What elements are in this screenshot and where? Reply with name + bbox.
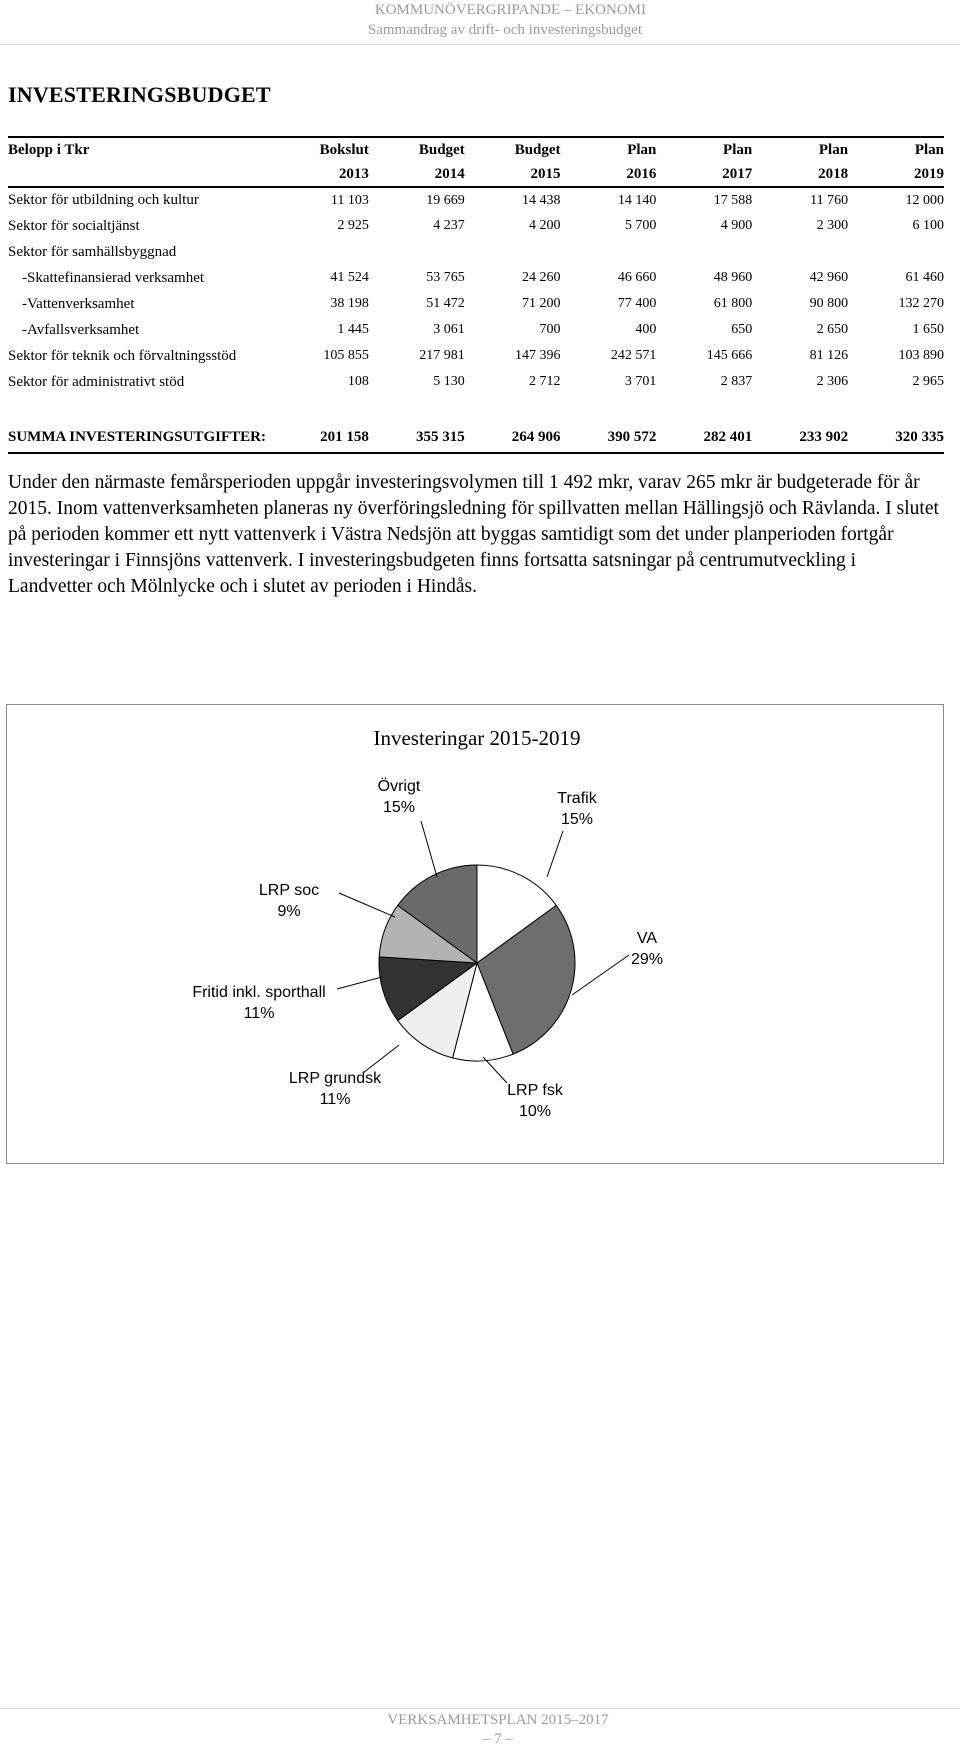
cell-value: 71 200 <box>522 296 561 311</box>
slice-name-label: LRP soc <box>258 882 320 899</box>
table-row <box>8 239 944 265</box>
slice-name-label: LRP fsk <box>507 1082 563 1099</box>
slice-name-label: Trafik <box>557 790 597 807</box>
table-row <box>8 265 944 291</box>
slice-percent-label: 9% <box>277 903 301 920</box>
sum-value: 233 902 <box>799 429 849 445</box>
cell-value: 48 960 <box>713 270 753 285</box>
cell-value: 17 588 <box>713 192 753 208</box>
cell-value: 700 <box>539 322 561 337</box>
cell-value: 2 837 <box>720 374 753 389</box>
cell-value <box>273 239 369 265</box>
cell-value: 2 306 <box>816 374 849 389</box>
cell-value: 4 900 <box>720 218 753 233</box>
cell-value: 12 000 <box>905 192 944 208</box>
chart-title: Investeringar 2015-2019 <box>373 726 581 750</box>
header-subtitle: Sammandrag av drift- och investeringsbudget <box>367 22 642 38</box>
sum-value: 320 335 <box>895 429 944 445</box>
cell-value: 400 <box>635 322 657 337</box>
table-year-row <box>8 163 944 187</box>
year-cell: 2013 <box>338 166 369 182</box>
cell-value: 53 765 <box>426 270 465 285</box>
cell-value <box>656 239 752 265</box>
pie-slices <box>379 865 575 1061</box>
row-label: Sektor för utbildning och kultur <box>8 192 199 208</box>
pie-chart-container <box>6 704 944 1164</box>
table-row <box>8 317 944 343</box>
cell-value: 5 700 <box>624 218 657 233</box>
row-label: -Skattefinansierad verksamhet <box>22 269 205 286</box>
sum-value: 264 906 <box>511 429 561 445</box>
header-cell: Budget <box>514 142 561 158</box>
year-cell: 2014 <box>434 166 465 182</box>
year-cell: 2015 <box>530 166 561 182</box>
slice-percent-label: 11% <box>319 1091 351 1108</box>
cell-value: 11 760 <box>810 192 849 208</box>
header-cell: Belopp i Tkr <box>8 142 90 158</box>
leader-line <box>339 893 395 917</box>
cell-value <box>369 239 465 265</box>
footer-title: VERKSAMHETSPLAN 2015–2017 <box>387 1712 609 1728</box>
cell-value: 1 650 <box>912 322 944 337</box>
sum-value: 282 401 <box>703 429 753 445</box>
cell-value: 51 472 <box>426 296 465 311</box>
table-row <box>8 343 944 369</box>
table-spacer <box>8 395 944 423</box>
cell-value: 42 960 <box>809 270 849 285</box>
table-header-row <box>8 137 944 163</box>
cell-value: 650 <box>731 322 753 337</box>
investment-budget-table <box>8 136 944 454</box>
slice-name-label: Övrigt <box>377 778 421 795</box>
sum-label: SUMMA INVESTERINGSUTGIFTER: <box>8 429 266 445</box>
leader-line <box>547 831 563 877</box>
cell-value: 105 855 <box>323 348 369 363</box>
cell-value: 14 438 <box>522 192 561 208</box>
cell-value: 4 237 <box>433 218 465 233</box>
cell-value <box>561 239 657 265</box>
table-row <box>8 291 944 317</box>
header-cell: Plan <box>627 142 657 158</box>
slice-percent-label: 29% <box>630 951 664 968</box>
cell-value: 2 650 <box>816 322 849 337</box>
table-row <box>8 369 944 395</box>
cell-value: 38 198 <box>330 296 369 311</box>
cell-value: 242 571 <box>610 348 657 363</box>
slice-percent-label: 15% <box>560 811 594 828</box>
table-sum-row <box>8 423 944 453</box>
slice-percent-label: 10% <box>518 1103 552 1120</box>
slice-name-label: VA <box>636 930 658 947</box>
header-cell <box>8 163 273 187</box>
pie-chart <box>7 705 943 1163</box>
section-title: INVESTERINGSBUDGET <box>8 82 271 107</box>
sum-value: 390 572 <box>607 429 657 445</box>
body-paragraph: Under den närmaste femårsperioden uppgår investeringsvolymen till 1 492 mkr, varav 265 mkr är budgeterade för år 2015. Inom vattenverksamheten planeras ny överföringsledning för spillvatten mellan Hällingsjö och Rävlanda. I slutet på perioden kommer ett nytt vattenverk i Västra Nedsjön att byggas samtidigt som det under planperioden fortgår investeringar i Finnsjöns vattenverk. I investeringsbudgeten finns fortsatta satsningar på centrumutveckling i Landvetter och Mölnlycke och i slutet av perioden i Hindås. <box>8 472 939 597</box>
cell-value: 14 140 <box>617 192 657 208</box>
header-cell: Plan <box>818 142 849 158</box>
cell-value: 81 126 <box>809 348 849 363</box>
year-cell: 2018 <box>818 166 849 182</box>
header-cell: Plan <box>914 142 944 158</box>
cell-value: 147 396 <box>515 348 561 363</box>
cell-value: 132 270 <box>898 296 944 311</box>
cell-value: 2 712 <box>529 374 561 389</box>
header-cell: Budget <box>418 142 465 158</box>
cell-value: 41 524 <box>330 270 369 285</box>
page-number: – 7 – <box>483 1731 513 1747</box>
leader-line <box>363 1045 399 1073</box>
sum-value: 201 158 <box>320 429 369 445</box>
year-cell: 2019 <box>914 166 944 182</box>
row-label: Sektor för administrativt stöd <box>8 373 185 390</box>
cell-value: 90 800 <box>809 296 849 311</box>
slice-percent-label: 11% <box>243 1005 275 1022</box>
header-cell: Bokslut <box>319 142 369 158</box>
cell-value: 6 100 <box>912 218 944 233</box>
header-cell: Plan <box>723 142 753 158</box>
table-row <box>8 213 944 239</box>
row-label: -Vattenverksamhet <box>22 295 135 312</box>
header-divider <box>0 44 960 45</box>
cell-value: 2 965 <box>912 374 944 389</box>
cell-value: 19 669 <box>426 192 465 208</box>
year-cell: 2017 <box>722 166 753 182</box>
cell-value <box>752 239 848 265</box>
cell-value: 61 460 <box>905 270 944 285</box>
cell-value: 103 890 <box>898 348 944 363</box>
year-cell: 2016 <box>626 166 657 182</box>
cell-value: 24 260 <box>522 270 561 285</box>
cell-value: 3 701 <box>624 374 657 389</box>
cell-value: 61 800 <box>713 296 753 311</box>
row-label: Sektor för socialtjänst <box>8 217 140 234</box>
table-row <box>8 187 944 213</box>
leader-line <box>337 977 382 989</box>
cell-value: 77 400 <box>617 296 657 311</box>
header-title: KOMMUNÖVERGRIPANDE – EKONOMI <box>374 2 646 18</box>
sum-value: 355 315 <box>415 429 465 445</box>
cell-value: 46 660 <box>617 270 657 285</box>
leader-line <box>421 821 437 877</box>
cell-value: 108 <box>347 374 369 389</box>
cell-value: 5 130 <box>433 374 465 389</box>
footer-divider <box>0 1708 960 1709</box>
cell-value: 145 666 <box>706 348 753 363</box>
slice-name-label: LRP grundsk <box>288 1070 382 1087</box>
row-label: -Avfallsverksamhet <box>22 321 140 338</box>
cell-value <box>848 239 944 265</box>
slice-name-label: Fritid inkl. sporthall <box>192 984 326 1001</box>
cell-value: 2 300 <box>816 218 849 233</box>
cell-value: 2 925 <box>337 218 369 233</box>
cell-value: 217 981 <box>419 348 465 363</box>
cell-value: 11 103 <box>330 192 369 208</box>
row-label: Sektor för samhällsbyggnad <box>8 243 177 260</box>
row-label: Sektor för teknik och förvaltningsstöd <box>8 347 237 364</box>
leader-line <box>483 1057 507 1083</box>
slice-percent-label: 15% <box>382 799 416 816</box>
cell-value: 1 445 <box>337 322 369 337</box>
leader-line <box>572 955 629 995</box>
cell-value: 4 200 <box>529 218 561 233</box>
cell-value: 3 061 <box>433 322 465 337</box>
cell-value <box>465 239 561 265</box>
